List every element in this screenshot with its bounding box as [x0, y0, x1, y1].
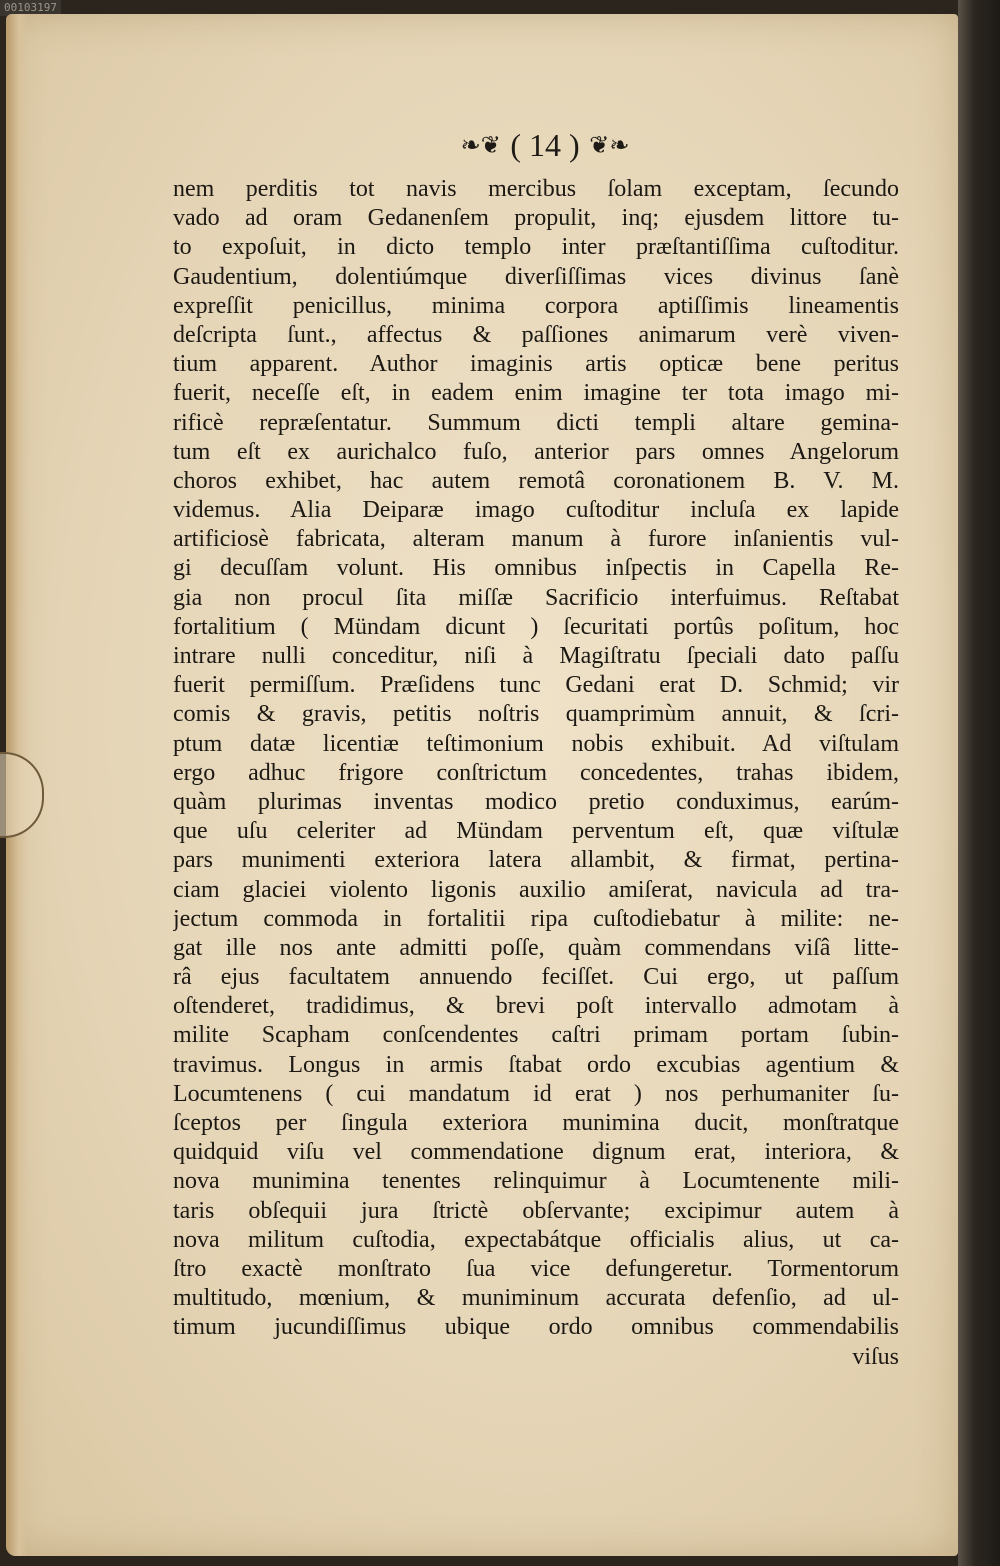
text-line: multitudo, mœnium, & muniminum accurata defenſio, ad ul- — [173, 1285, 899, 1312]
text-line: videmus. Alia Deiparæ imago cuſtoditur incluſa ex lapide — [173, 497, 899, 524]
text-line: tium apparent. Author imaginis artis opticæ bene peritus — [173, 351, 899, 378]
text-line: travimus. Longus in armis ſtabat ordo excubias agentium & — [173, 1051, 899, 1078]
text-line: milite Scapham conſcendentes caſtri primam portam ſubin- — [173, 1022, 899, 1049]
catchword: viſus — [852, 1343, 899, 1370]
text-line: jectum commoda in fortalitii ripa cuſtodiebatur à milite: ne- — [173, 905, 899, 932]
text-line: Gaudentium, dolentiúmque diverſiſſimas vices divinus ſanè — [173, 263, 899, 290]
text-line: ciam glaciei violento ligonis auxilio amiſerat, navicula ad tra- — [173, 876, 899, 903]
text-line: nem perditis tot navis mercibus ſolam exceptam, ſecundo — [173, 176, 899, 202]
text-line: artificiosè fabricata, alteram manum à furore inſanientis vul- — [173, 526, 899, 553]
text-line: comis & gravis, petitis noſtris quamprimùm annuit, & ſcri- — [173, 701, 899, 728]
text-line: ſceptos per ſingula exteriora munimina ducit, monſtratque — [173, 1110, 899, 1136]
page-number: ( 14 ) — [510, 127, 580, 163]
text-line: tum eſt ex aurichalco fuſo, anterior pars omnes Angelorum — [173, 438, 899, 465]
text-line: expreſſit penicillus, minima corpora aptiſſimis lineamentis — [173, 292, 899, 319]
text-line: gat ille nos ante admitti poſſe, quàm commendans viſâ litte- — [173, 934, 899, 961]
text-line: Locumtenens ( cui mandatum id erat ) nos perhumaniter ſu- — [173, 1080, 899, 1107]
text-line: vado ad oram Gedanenſem propulit, inq; ejusdem littore tu- — [173, 205, 899, 232]
text-line: gia non procul ſita miſſæ Sacrificio interfuimus. Reſtabat — [173, 584, 899, 611]
ornament-right-icon: ❦❧ — [589, 131, 630, 159]
text-line: intrare nulli conceditur, niſi à Magiſtratu ſpeciali dato paſſu — [173, 643, 899, 669]
text-line: taris obſequii jura ſtrictè obſervante; excipimur autem à — [173, 1197, 899, 1224]
text-line: que uſu celeriter ad Mündam perventum eſt, quæ viſtulæ — [173, 818, 899, 845]
text-line: quàm plurimas inventas modico pretio conduximus, earúm- — [173, 788, 899, 815]
text-line: choros exhibet, hac autem remotâ coronationem B. V. M. — [173, 467, 899, 494]
text-line: to expoſuit, in dicto templo inter præſtantiſſima cuſtoditur. — [173, 234, 899, 261]
text-line: oſtenderet, tradidimus, & brevi poſt intervallo admotam à — [173, 993, 899, 1020]
text-line: fuerit, neceſſe eſt, in eadem enim imagine ter tota imago mi- — [173, 380, 899, 407]
text-line: gi decuſſam volunt. His omnibus inſpectis in Capella Re- — [173, 555, 899, 582]
text-line: nova munimina tenentes relinquimur à Locumtenente mili- — [173, 1168, 899, 1195]
text-line: quidquid viſu vel commendatione dignum erat, interiora, & — [173, 1139, 899, 1166]
text-line: fuerit permiſſum. Præſidens tunc Gedani erat D. Schmid; vir — [173, 672, 899, 699]
ornament-left-icon: ❧❦ — [460, 131, 501, 159]
text-line: râ ejus facultatem annuendo feciſſet. Cui ergo, ut paſſum — [173, 964, 899, 991]
body-text — [173, 175, 899, 1372]
text-line: ergo adhuc frigore conſtrictum concedentes, trahas ibidem, — [173, 759, 899, 786]
text-line: timum jucundiſſimus ubique ordo omnibus commendabilis — [173, 1314, 899, 1341]
text-line: rificè repræſentatur. Summum dicti templi altare gemina- — [173, 409, 899, 436]
text-line: deſcripta ſunt., affectus & paſſiones animarum verè viven- — [173, 321, 899, 348]
text-line: fortalitium ( Mündam dicunt ) ſecuritati portûs poſitum, hoc — [173, 613, 899, 640]
binding-shadow — [958, 0, 1000, 1566]
scan-id-label: 00103197 — [0, 0, 61, 16]
text-line: ptum datæ licentiæ teſtimonium nobis exhibuit. Ad viſtulam — [173, 730, 899, 757]
text-line: pars munimenti exteriora latera allambit, & firmat, pertina- — [173, 847, 899, 874]
page-header — [450, 124, 640, 164]
text-line: nova militum cuſtodia, expectabátque officialis alius, ut ca- — [173, 1226, 899, 1253]
text-line: ſtro exactè monſtrato ſua vice defungeretur. Tormentorum — [173, 1255, 899, 1282]
